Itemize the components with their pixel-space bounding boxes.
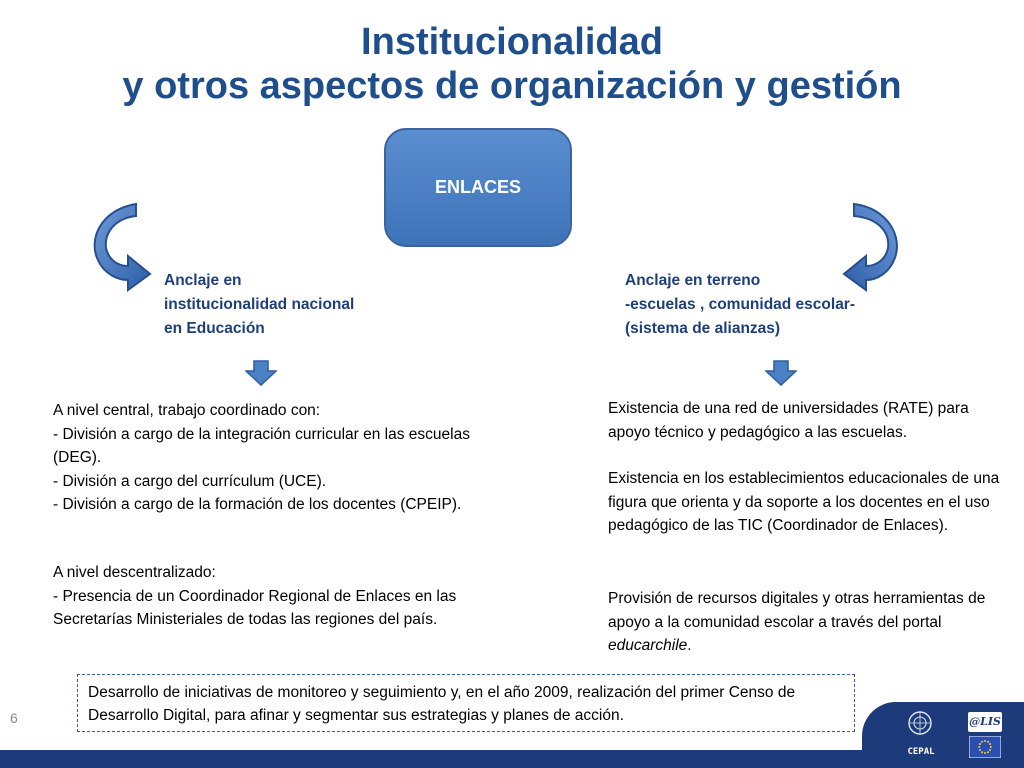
text-line: - Presencia de un Coordinador Regional de Enlaces en las Secretarías Ministeriales de todas las regiones del país. [53, 587, 457, 628]
anchor-right-line: (sistema de alianzas) [625, 320, 781, 337]
cepal-logo [901, 742, 941, 758]
monitoring-text: Desarrollo de iniciativas de monitoreo y seguimiento y, en el año 2009, realización del primer Censo de Desarrollo Digital, para afinar y segmentar sus estrategias y planes de acción. [88, 684, 796, 724]
anchor-left-line: Anclaje en [164, 272, 242, 289]
enlaces-box [384, 128, 572, 247]
un-emblem-icon [907, 710, 933, 736]
decentralized-level-text [53, 561, 493, 632]
text-line: - División a cargo del currículum (UCE). [53, 472, 327, 490]
text-line: Existencia en los establecimientos educacionales de una figura que orienta y da soporte a los docentes en el uso pedagógico de las TIC (Coordinador de Enlaces). [608, 470, 1000, 534]
digital-resources-text [608, 587, 1008, 658]
eu-flag-icon [969, 736, 1001, 758]
down-arrow-left-icon [245, 360, 277, 386]
text-line: A nivel descentralizado: [53, 564, 216, 581]
portal-prefix: Provisión de recursos digitales y otras herramientas de apoyo a la comunidad escolar a través del portal [608, 590, 986, 631]
rate-network-text [608, 397, 1008, 444]
curved-arrow-left-icon [88, 198, 158, 294]
text-line: - División a cargo de la formación de los docentes (CPEIP). [53, 496, 462, 513]
text-line [608, 587, 1008, 658]
anchor-left-line: institucionalidad nacional [164, 296, 355, 313]
anchor-right-line: -escuelas , comunidad escolar- [625, 296, 856, 313]
monitoring-box [77, 674, 855, 732]
portal-name: educarchile [608, 637, 688, 654]
portal-suffix: . [687, 637, 692, 654]
text-line: - División a cargo de la integración curricular en las escuelas (DEG). [53, 425, 470, 466]
anchor-field [625, 269, 905, 341]
cepal-label: CEPAL [907, 747, 935, 757]
alis-logo [968, 712, 1002, 732]
coordinator-text [608, 467, 1008, 538]
anchor-right-line: Anclaje en terreno [625, 272, 761, 289]
text-line: Existencia de una red de universidades (RATE) para apoyo técnico y pedagógico a las escuelas. [608, 400, 969, 441]
alis-label: @LIS [969, 715, 1001, 728]
text-line: A nivel central, trabajo coordinado con: [53, 402, 321, 419]
anchor-institutional [164, 269, 394, 341]
slide-title-line-2: y otros aspectos de organización y gestión [122, 65, 902, 107]
enlaces-label: ENLACES [434, 177, 521, 197]
down-arrow-right-icon [765, 360, 797, 386]
anchor-left-line: en Educación [164, 320, 265, 337]
slide-number: 6 [10, 710, 18, 726]
slide-title-line-1: Institucionalidad [361, 21, 663, 63]
central-level-text [53, 399, 493, 517]
